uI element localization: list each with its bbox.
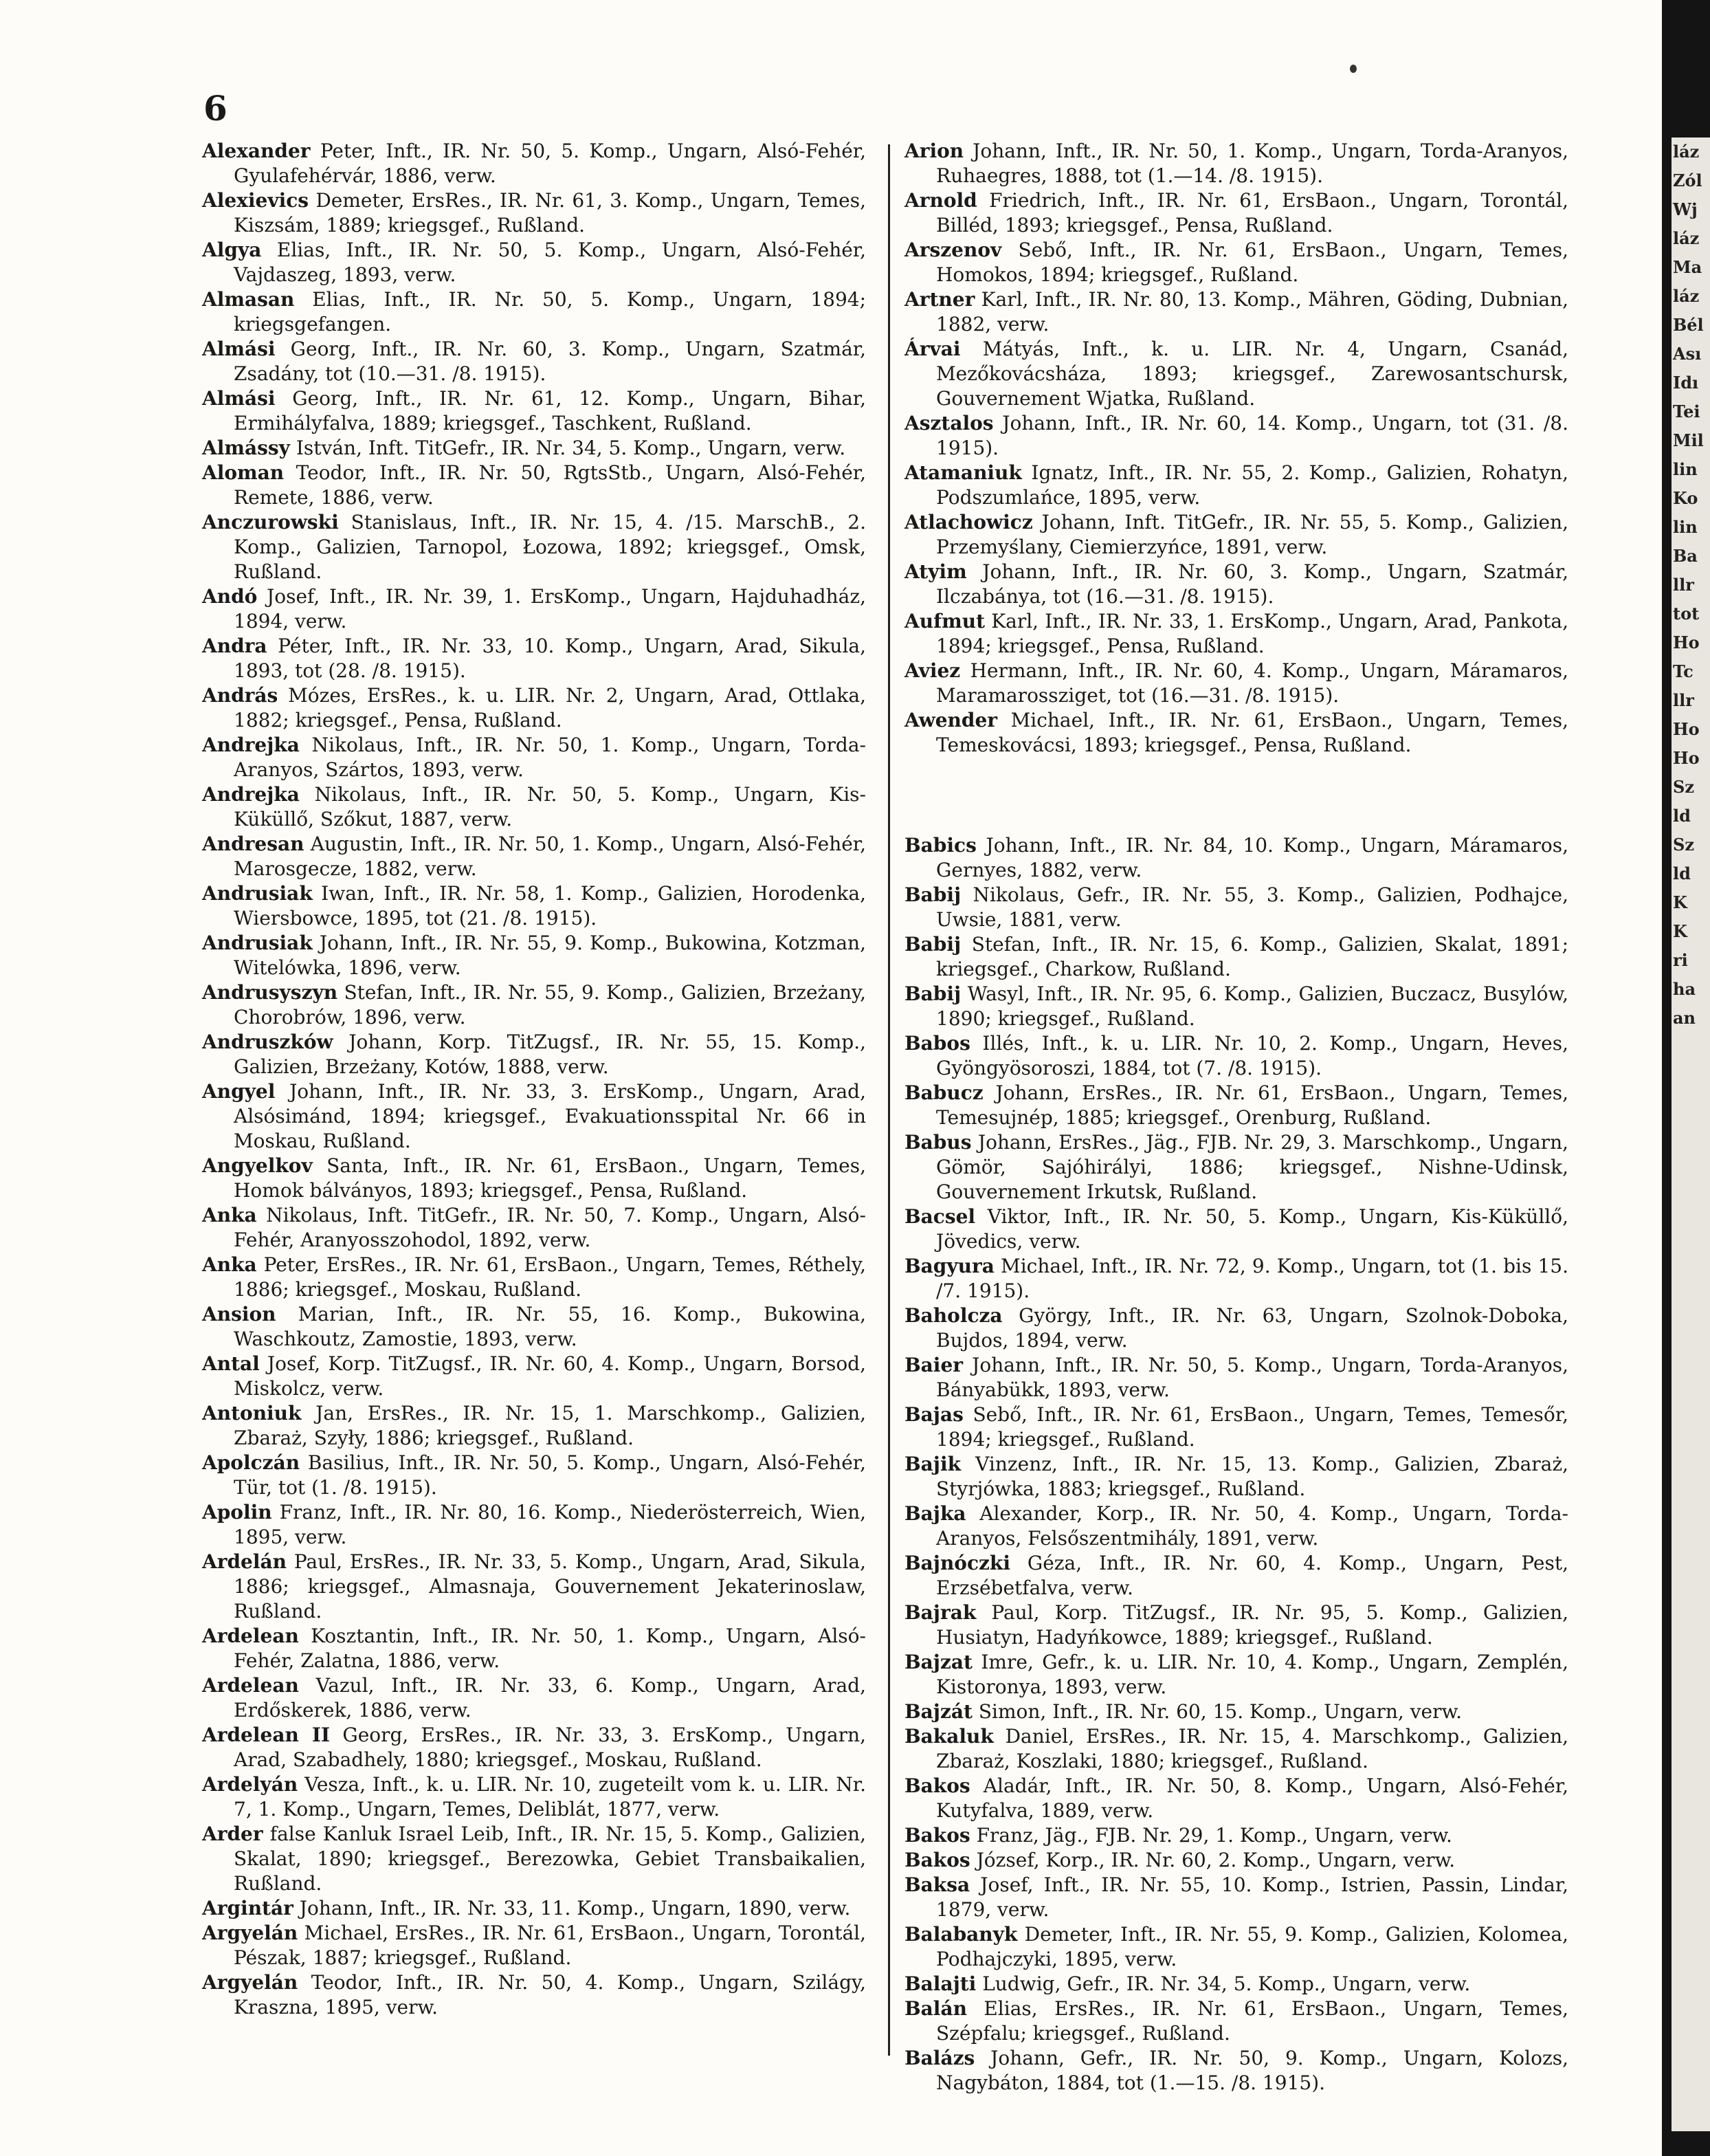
register-entry [202, 1203, 866, 1253]
edge-fragment: lin [1673, 459, 1698, 479]
entry-surname: Balabanyk [904, 1923, 1018, 1946]
entry-details: Nikolaus, Inft., IR. Nr. 50, 5. Komp., Ungarn, Kis-Küküllő, Szőkut, 1887, verw. [234, 783, 866, 830]
section-gap [904, 758, 1568, 833]
entry-surname: Arion [904, 140, 964, 162]
entry-details: Géza, Inft., IR. Nr. 60, 4. Komp., Ungarn, Pest, Erzsébetfalva, verw. [936, 1552, 1568, 1599]
entry-surname: Atamaniuk [904, 461, 1022, 484]
entry-surname: Asztalos [904, 412, 994, 434]
entry-details: Stanislaus, Inft., IR. Nr. 15, 4. /15. MarschB., 2. Komp., Galizien, Tarnopol, Łozowa, 1892; kriegsgef., Omsk, Rußland. [234, 511, 866, 583]
entry-details: Stefan, Inft., IR. Nr. 55, 9. Komp., Galizien, Brzeżany, Chorobrów, 1896, verw. [234, 981, 866, 1028]
entry-surname: Andrusyszyn [202, 981, 338, 1004]
register-entry [904, 1452, 1568, 1502]
register-entry [202, 287, 866, 337]
register-entry [202, 1253, 866, 1302]
entry-surname: Argyelán [202, 1971, 298, 1994]
entry-details: Johann, Inft. TitGefr., IR. Nr. 55, 5. Komp., Galizien, Przemyślany, Ciemierzyńce, 1891, verw. [936, 511, 1568, 558]
entry-details: Viktor, Inft., IR. Nr. 50, 5. Komp., Ungarn, Kis-Küküllő, Jövedics, verw. [936, 1205, 1568, 1253]
register-entry [202, 683, 866, 733]
entry-details: Johann, Inft., IR. Nr. 60, 14. Komp., Ungarn, tot (31. /8. 1915). [936, 412, 1568, 459]
entry-surname: Ardelean [202, 1674, 299, 1697]
edge-fragment: Ho [1673, 719, 1700, 739]
entry-surname: Atyim [904, 560, 967, 583]
edge-fragment: Ba [1673, 546, 1698, 566]
entry-details: Hermann, Inft., IR. Nr. 60, 4. Komp., Ungarn, Máramaros, Maramarossziget, tot (16.—31. /8. 1915). [936, 659, 1568, 707]
entry-surname: Arder [202, 1823, 263, 1845]
entry-surname: Ardelean II [202, 1724, 331, 1746]
register-entry [904, 139, 1568, 188]
entry-surname: Ansion [202, 1303, 276, 1326]
entry-surname: Andruszków [202, 1031, 333, 1053]
entry-surname: Baholcza [904, 1304, 1003, 1327]
edge-fragment: an [1673, 1008, 1696, 1028]
entry-surname: Balajti [904, 1972, 977, 1995]
entry-surname: Bajzat [904, 1651, 973, 1673]
entry-surname: Bakos [904, 1774, 970, 1797]
register-entry [202, 436, 866, 461]
register-entry [904, 1353, 1568, 1402]
entry-surname: Aviez [904, 659, 961, 682]
register-entry [202, 881, 866, 931]
entry-details: Peter, ErsRes., IR. Nr. 61, ErsBaon., Ungarn, Temes, Réthely, 1886; kriegsgef., Moskau, Rußland. [234, 1253, 866, 1301]
entry-surname: Babus [904, 1131, 972, 1154]
entry-details: Alexander, Korp., IR. Nr. 50, 4. Komp., Ungarn, Torda-Aranyos, Felsőszentmihály, 1891, verw. [936, 1502, 1568, 1550]
edge-fragment: llr [1673, 575, 1694, 595]
edge-fragment: Zól [1673, 170, 1702, 190]
entry-surname: Apolczán [202, 1451, 300, 1474]
entry-details: Michael, ErsRes., IR. Nr. 61, ErsBaon., Ungarn, Torontál, Pészak, 1887; kriegsgef., Rußland. [234, 1922, 866, 1969]
entry-surname: Balázs [904, 2047, 975, 2069]
register-entry [904, 883, 1568, 932]
entry-details: Sebő, Inft., IR. Nr. 61, ErsBaon., Ungarn, Temes, Temesőr, 1894; kriegsgef., Rußland. [936, 1403, 1568, 1451]
entry-surname: András [202, 684, 278, 707]
register-entry [904, 609, 1568, 659]
entry-surname: Angyelkov [202, 1154, 313, 1177]
register-entry [202, 1896, 866, 1921]
entry-details: Karl, Inft., IR. Nr. 80, 13. Komp., Mähren, Göding, Dubnian, 1882, verw. [936, 288, 1568, 336]
register-entry [202, 1723, 866, 1772]
register-entry [904, 1700, 1568, 1724]
entry-surname: Almássy [202, 437, 290, 459]
edge-fragment: Ma [1673, 257, 1702, 277]
register-entry [904, 1848, 1568, 1873]
entry-surname: Angyel [202, 1080, 276, 1103]
entry-details: Georg, Inft., IR. Nr. 60, 3. Komp., Ungarn, Szatmár, Zsadány, tot (10.—31. /8. 1915). [234, 338, 866, 385]
entry-surname: Andrusiak [202, 932, 313, 954]
entry-details: Elias, ErsRes., IR. Nr. 61, ErsBaon., Ungarn, Temes, Szépfalu; kriegsgef., Rußland. [936, 1997, 1568, 2045]
entry-details: Elias, Inft., IR. Nr. 50, 5. Komp., Ungarn, Alsó-Fehér, Vajdaszeg, 1893, verw. [234, 239, 867, 286]
entry-surname: Andó [202, 585, 258, 608]
register-entry [202, 1079, 866, 1154]
entry-details: Illés, Inft., k. u. LIR. Nr. 10, 2. Komp., Ungarn, Heves, Gyöngyösoroszi, 1884, tot (7. /8. 1915). [936, 1032, 1568, 1079]
entry-details: Franz, Inft., IR. Nr. 80, 16. Komp., Niederösterreich, Wien, 1895, verw. [234, 1501, 866, 1548]
register-entry [202, 1970, 866, 2020]
register-entry [904, 1130, 1568, 1204]
register-entry [904, 1031, 1568, 1081]
register-entry [904, 1823, 1568, 1848]
entry-details: Nikolaus, Inft. TitGefr., IR. Nr. 50, 7. Komp., Ungarn, Alsó-Fehér, Aranyosszohodol, 1892, verw. [234, 1204, 866, 1251]
entry-details: Imre, Gefr., k. u. LIR. Nr. 10, 4. Komp., Ungarn, Zemplén, Kistoronya, 1893, verw. [936, 1651, 1568, 1698]
entry-details: Johann, ErsRes., IR. Nr. 61, ErsBaon., Ungarn, Temes, Temesujnép, 1885; kriegsgef., Orenburg, Rußland. [936, 1081, 1569, 1129]
register-entry [904, 1724, 1568, 1774]
entry-details: Johann, Inft., IR. Nr. 84, 10. Komp., Ungarn, Máramaros, Gernyes, 1882, verw. [936, 834, 1568, 881]
entry-details: György, Inft., IR. Nr. 63, Ungarn, Szolnok-Doboka, Bujdos, 1894, verw. [936, 1304, 1568, 1352]
entry-details: Demeter, Inft., IR. Nr. 55, 9. Komp., Galizien, Kolomea, Podhajczyki, 1895, verw. [936, 1923, 1568, 1970]
entry-details: Michael, Inft., IR. Nr. 72, 9. Komp., Ungarn, tot (1. bis 15. /7. 1915). [936, 1255, 1568, 1302]
entry-details: Santa, Inft., IR. Nr. 61, ErsBaon., Ungarn, Temes, Homok bálványos, 1893; kriegsgef., Pensa, Rußland. [234, 1154, 867, 1202]
edge-fragment: ri [1673, 950, 1688, 970]
register-entry [904, 1254, 1568, 1304]
edge-fragment: llr [1673, 690, 1694, 710]
entry-surname: Bajas [904, 1403, 964, 1426]
register-entry [202, 238, 866, 287]
entry-surname: Bajrak [904, 1601, 977, 1624]
entry-details: Johann, Korp. TitZugsf., IR. Nr. 55, 15. Komp., Galizien, Brzeżany, Kotów, 1888, verw. [234, 1031, 867, 1078]
register-entry [904, 982, 1568, 1031]
entry-surname: Antoniuk [202, 1402, 302, 1424]
edge-fragment: láz [1673, 286, 1700, 306]
register-entry [904, 238, 1568, 287]
entry-surname: Algya [202, 239, 262, 261]
entry-surname: Ardelán [202, 1550, 287, 1573]
entry-details: Ignatz, Inft., IR. Nr. 55, 2. Komp., Galizien, Rohatyn, Podszumlańce, 1895, verw. [936, 461, 1568, 509]
entry-surname: Bacsel [904, 1205, 976, 1228]
entry-surname: Andra [202, 635, 267, 657]
adjacent-page-strip [1672, 138, 1710, 2131]
entry-details: Péter, Inft., IR. Nr. 33, 10. Komp., Ungarn, Arad, Sikula, 1893, tot (28. /8. 1915). [234, 635, 867, 682]
entry-surname: Apolin [202, 1501, 272, 1524]
entry-details: Johann, Inft., IR. Nr. 55, 9. Komp., Bukowina, Kotzman, Witelówka, 1896, verw. [234, 932, 866, 979]
entry-details: Basilius, Inft., IR. Nr. 50, 5. Komp., Ungarn, Alsó-Fehér, Tür, tot (1. /8. 1915). [234, 1451, 866, 1499]
edge-fragment: láz [1673, 228, 1700, 248]
register-entry [202, 461, 866, 510]
entry-details: Josef, Inft., IR. Nr. 39, 1. ErsKomp., Ungarn, Hajduhadház, 1894, verw. [234, 585, 866, 632]
entry-details: Johann, Inft., IR. Nr. 33, 11. Komp., Ungarn, 1890, verw. [299, 1897, 851, 1920]
entry-details: Demeter, ErsRes., IR. Nr. 61, 3. Komp., Ungarn, Temes, Kiszsám, 1889; kriegsgef., Rußland. [234, 189, 867, 236]
entry-surname: Anka [202, 1253, 257, 1276]
entry-details: Kosztantin, Inft., IR. Nr. 50, 1. Komp., Ungarn, Alsó-Fehér, Zalatna, 1886, verw. [234, 1625, 866, 1672]
entry-details: Vinzenz, Inft., IR. Nr. 15, 13. Komp., Galizien, Zbaraż, Styrjówka, 1883; kriegsgef., Rußland. [936, 1453, 1568, 1500]
page-number: 6 [203, 88, 227, 129]
register-entry [202, 1673, 866, 1723]
edge-fragment: Sz [1673, 777, 1694, 797]
register-entry [202, 139, 866, 188]
entry-details: Peter, Inft., IR. Nr. 50, 5. Komp., Ungarn, Alsó-Fehér, Gyulafehérvár, 1886, verw. [234, 140, 866, 187]
edge-fragment: ld [1673, 864, 1691, 883]
entry-surname: Alexander [202, 140, 311, 162]
entry-surname: Bajik [904, 1453, 961, 1475]
register-entry [904, 1873, 1568, 1922]
register-entry [202, 980, 866, 1030]
register-entry [202, 1921, 866, 1970]
left-column [202, 139, 866, 2020]
column-divider [888, 144, 890, 2056]
entry-surname: Baksa [904, 1873, 970, 1896]
entry-surname: Argintár [202, 1897, 293, 1920]
register-entry [904, 461, 1568, 510]
entry-surname: Artner [904, 288, 975, 311]
entry-details: Iwan, Inft., IR. Nr. 58, 1. Komp., Galizien, Horodenka, Wiersbowce, 1895, tot (21. /8. 1915). [234, 882, 866, 930]
entry-surname: Aloman [202, 461, 285, 484]
entry-surname: Balán [904, 1997, 967, 2020]
entry-details: Simon, Inft., IR. Nr. 60, 15. Komp., Ungarn, verw. [978, 1700, 1463, 1723]
register-entry [202, 1352, 866, 1401]
register-entry [904, 1972, 1568, 1996]
entry-surname: Alexievics [202, 189, 309, 212]
register-entry [202, 1500, 866, 1550]
entry-surname: Awender [904, 709, 998, 732]
register-entry [202, 782, 866, 832]
entry-surname: Babos [904, 1032, 970, 1055]
edge-fragment: Ho [1673, 632, 1700, 652]
entry-surname: Babij [904, 933, 962, 956]
edge-fragment: láz [1673, 142, 1700, 162]
register-entry [904, 1922, 1568, 1972]
register-entry [904, 1081, 1568, 1130]
adjacent-page-edge [1662, 0, 1710, 2156]
right-section-a [904, 139, 1568, 758]
register-entry [202, 510, 866, 584]
entry-details: false Kanluk Israel Leib, Inft., IR. Nr. 15, 5. Komp., Galizien, Skalat, 1890; kriegsgef., Berezowka, Gebiet Transbaikalien, Rußland. [234, 1823, 866, 1895]
register-entry [202, 1302, 866, 1352]
register-entry [904, 1650, 1568, 1700]
register-entry [202, 1822, 866, 1896]
entry-surname: Anka [202, 1204, 257, 1226]
edge-fragment: Bél [1673, 315, 1704, 335]
register-entry [904, 337, 1568, 411]
entry-details: Augustin, Inft., IR. Nr. 50, 1. Komp., Ungarn, Alsó-Fehér, Marosgecze, 1882, verw. [234, 833, 867, 880]
entry-details: Paul, Korp. TitZugsf., IR. Nr. 95, 5. Komp., Galizien, Husiatyn, Hadyńkowce, 1889; kriegsgef., Rußland. [936, 1601, 1569, 1649]
register-entry [202, 832, 866, 881]
entry-surname: Bajzát [904, 1700, 973, 1723]
entry-details: Vesza, Inft., k. u. LIR. Nr. 10, zugeteilt vom k. u. LIR. Nr. 7, 1. Komp., Ungarn, Temes, Deliblát, 1877, verw. [234, 1773, 866, 1820]
edge-fragment: ld [1673, 806, 1691, 826]
entry-details: Mátyás, Inft., k. u. LIR. Nr. 4, Ungarn, Csanád, Mezőkovácsháza, 1893; kriegsgef., Zarewosantschursk, Gouvernement Wjatka, Rußland. [936, 338, 1568, 410]
entry-details: Georg, ErsRes., IR. Nr. 33, 3. ErsKomp., Ungarn, Arad, Szabadhely, 1880; kriegsgef., Moskau, Rußland. [234, 1724, 866, 1771]
register-entry [904, 1502, 1568, 1551]
entry-surname: Baier [904, 1354, 964, 1376]
entry-details: Johann, Inft., IR. Nr. 50, 5. Komp., Ungarn, Torda-Aranyos, Bányabükk, 1893, verw. [936, 1354, 1569, 1401]
entry-surname: Almási [202, 387, 276, 410]
entry-surname: Anczurowski [202, 511, 339, 534]
entry-surname: Babij [904, 883, 962, 906]
register-entry [202, 1451, 866, 1500]
register-entry [904, 932, 1568, 982]
entry-surname: Bajnóczki [904, 1552, 1010, 1574]
ink-speck [1350, 65, 1357, 73]
edge-fragment: ha [1673, 979, 1696, 999]
entry-surname: Almási [202, 338, 276, 360]
entry-surname: Atlachowicz [904, 511, 1033, 534]
edge-fragment: Tei [1673, 402, 1700, 421]
entry-surname: Arszenov [904, 239, 1002, 261]
entry-details: Franz, Jäg., FJB. Nr. 29, 1. Komp., Ungarn, verw. [976, 1824, 1452, 1847]
entry-surname: Arnold [904, 189, 977, 212]
register-entry [904, 708, 1568, 758]
entry-surname: Bakos [904, 1849, 970, 1871]
register-entry [904, 560, 1568, 609]
register-entry [202, 386, 866, 436]
register-entry [904, 1304, 1568, 1353]
entry-surname: Bagyura [904, 1255, 995, 1277]
register-entry [202, 337, 866, 386]
entry-details: Sebő, Inft., IR. Nr. 61, ErsBaon., Ungarn, Temes, Homokos, 1894; kriegsgef., Rußland. [936, 239, 1568, 286]
register-entry [904, 411, 1568, 461]
register-entry [904, 188, 1568, 238]
entry-surname: Andrusiak [202, 882, 313, 905]
right-column [904, 139, 1568, 2096]
edge-fragment: Mil [1673, 430, 1704, 450]
entry-surname: Ardelyán [202, 1773, 298, 1796]
right-section-b [904, 833, 1568, 2096]
register-entry [202, 1154, 866, 1203]
entry-details: Jan, ErsRes., IR. Nr. 15, 1. Marschkomp., Galizien, Zbaraż, Szyły, 1886; kriegsgef., Rußland. [234, 1402, 866, 1449]
entry-details: József, Korp., IR. Nr. 60, 2. Komp., Ungarn, verw. [976, 1849, 1456, 1871]
register-entry [904, 1600, 1568, 1650]
entry-details: Aladár, Inft., IR. Nr. 50, 8. Komp., Ungarn, Alsó-Fehér, Kutyfalva, 1889, verw. [936, 1774, 1568, 1822]
entry-details: István, Inft. TitGefr., IR. Nr. 34, 5. Komp., Ungarn, verw. [296, 437, 846, 459]
register-entry [202, 1624, 866, 1673]
entry-details: Johann, ErsRes., Jäg., FJB. Nr. 29, 3. Marschkomp., Ungarn, Gömör, Sajóhirályi, 1886; kriegsgef., Nishne-Udinsk, Gouvernement Irkutsk, Rußland. [936, 1131, 1568, 1203]
entry-details: Daniel, ErsRes., IR. Nr. 15, 4. Marschkomp., Galizien, Zbaraż, Koszlaki, 1880; kriegsgef., Rußland. [936, 1725, 1569, 1772]
entry-surname: Argyelán [202, 1922, 298, 1944]
entry-details: Michael, Inft., IR. Nr. 61, ErsBaon., Ungarn, Temes, Temeskovácsi, 1893; kriegsgef., Pensa, Rußland. [936, 709, 1568, 756]
edge-fragment: lin [1673, 517, 1698, 537]
entry-details: Johann, Inft., IR. Nr. 60, 3. Komp., Ungarn, Szatmár, Ilczabánya, tot (16.—31. /8. 1915). [936, 560, 1569, 608]
entry-surname: Andrejka [202, 734, 300, 756]
entry-surname: Andresan [202, 833, 304, 855]
register-entry [904, 1204, 1568, 1254]
register-entry [904, 1402, 1568, 1452]
entry-details: Vazul, Inft., IR. Nr. 33, 6. Komp., Ungarn, Arad, Erdőskerek, 1886, verw. [234, 1674, 866, 1722]
entry-details: Nikolaus, Inft., IR. Nr. 50, 1. Komp., Ungarn, Torda-Aranyos, Szártos, 1893, verw. [234, 734, 866, 781]
edge-fragment: Ko [1673, 488, 1698, 508]
entry-details: Nikolaus, Gefr., IR. Nr. 55, 3. Komp., Galizien, Podhajce, Uwsie, 1881, verw. [936, 883, 1568, 931]
register-entry [904, 2046, 1568, 2096]
edge-fragment: Tc [1673, 661, 1694, 681]
entry-details: Paul, ErsRes., IR. Nr. 33, 5. Komp., Ungarn, Arad, Sikula, 1886; kriegsgef., Almasnaja, Gouvernement Jekaterinoslaw, Rußland. [234, 1550, 867, 1622]
entry-surname: Almasan [202, 288, 295, 311]
entry-surname: Ardelean [202, 1625, 299, 1647]
entry-details: Ludwig, Gefr., IR. Nr. 34, 5. Komp., Ungarn, verw. [982, 1972, 1471, 1995]
register-entry [202, 931, 866, 980]
register-entry [904, 833, 1568, 883]
entry-details: Wasyl, Inft., IR. Nr. 95, 6. Komp., Galizien, Buczacz, Busylów, 1890; kriegsgef., Rußland. [936, 982, 1568, 1030]
entry-surname: Babucz [904, 1081, 984, 1104]
entry-details: Johann, Gefr., IR. Nr. 50, 9. Komp., Ungarn, Kolozs, Nagybáton, 1884, tot (1.—15. /8. 1915). [936, 2047, 1568, 2094]
edge-fragment: Sz [1673, 835, 1694, 855]
register-entry [904, 1551, 1568, 1600]
register-entry [904, 659, 1568, 708]
entry-surname: Bajka [904, 1502, 966, 1525]
register-entry [202, 1030, 866, 1079]
entry-surname: Antal [202, 1352, 260, 1375]
edge-fragment: Idı [1673, 373, 1699, 393]
entry-details: Georg, Inft., IR. Nr. 61, 12. Komp., Ungarn, Bihar, Ermihályfalva, 1889; kriegsgef., Taschkent, Rußland. [234, 387, 867, 434]
entry-details: Josef, Inft., IR. Nr. 55, 10. Komp., Istrien, Passin, Lindar, 1879, verw. [936, 1873, 1568, 1921]
entry-details: Teodor, Inft., IR. Nr. 50, 4. Komp., Ungarn, Szilágy, Kraszna, 1895, verw. [234, 1971, 866, 2018]
entry-details: Elias, Inft., IR. Nr. 50, 5. Komp., Ungarn, 1894; kriegsgefangen. [234, 288, 867, 336]
entry-details: Stefan, Inft., IR. Nr. 15, 6. Komp., Galizien, Skalat, 1891; kriegsgef., Charkow, Rußland. [936, 933, 1569, 980]
register-entry [202, 188, 866, 238]
entry-details: Marian, Inft., IR. Nr. 55, 16. Komp., Bukowina, Waschkoutz, Zamostie, 1893, verw. [234, 1303, 867, 1350]
entry-details: Johann, Inft., IR. Nr. 33, 3. ErsKomp., Ungarn, Arad, Alsósimánd, 1894; kriegsgef., Evakuationsspital Nr. 66 in Moskau, Rußland. [234, 1080, 866, 1152]
entry-details: Johann, Inft., IR. Nr. 50, 1. Komp., Ungarn, Torda-Aranyos, Ruhaegres, 1888, tot (1.—14. /8. 1915). [936, 140, 1569, 187]
entry-surname: Andrejka [202, 783, 300, 806]
register-entry [202, 584, 866, 634]
entry-details: Teodor, Inft., IR. Nr. 50, RgtsStb., Ungarn, Alsó-Fehér, Remete, 1886, verw. [234, 461, 866, 509]
edge-fragment: K [1673, 921, 1687, 941]
entry-details: Mózes, ErsRes., k. u. LIR. Nr. 2, Ungarn, Arad, Ottlaka, 1882; kriegsgef., Pensa, Rußland. [234, 684, 866, 732]
register-entry [904, 1996, 1568, 2046]
register-entry [202, 1550, 866, 1624]
register-entry [904, 1774, 1568, 1823]
register-entry [904, 287, 1568, 337]
edge-fragment: Ho [1673, 748, 1700, 768]
register-entry [904, 510, 1568, 560]
edge-fragment: K [1673, 892, 1687, 912]
edge-fragment: tot [1673, 604, 1700, 624]
entry-surname: Bakos [904, 1824, 970, 1847]
entry-surname: Bakaluk [904, 1725, 994, 1748]
edge-fragment: Ası [1673, 344, 1702, 364]
entry-details: Friedrich, Inft., IR. Nr. 61, ErsBaon., Ungarn, Torontál, Billéd, 1893; kriegsgef., Pensa, Rußland. [936, 189, 1568, 236]
register-entry [202, 1772, 866, 1822]
entry-surname: Árvai [904, 338, 961, 360]
entry-surname: Aufmut [904, 610, 986, 632]
edge-fragment: Wj [1673, 199, 1698, 219]
entry-surname: Babij [904, 982, 962, 1005]
register-entry [202, 1401, 866, 1451]
register-entry [202, 634, 866, 683]
entry-surname: Babics [904, 834, 977, 857]
entry-details: Karl, Inft., IR. Nr. 33, 1. ErsKomp., Ungarn, Arad, Pankota, 1894; kriegsgef., Pensa, Rußland. [936, 610, 1569, 657]
register-entry [202, 733, 866, 782]
entry-details: Josef, Korp. TitZugsf., IR. Nr. 60, 4. Komp., Ungarn, Borsod, Miskolcz, verw. [234, 1352, 867, 1400]
